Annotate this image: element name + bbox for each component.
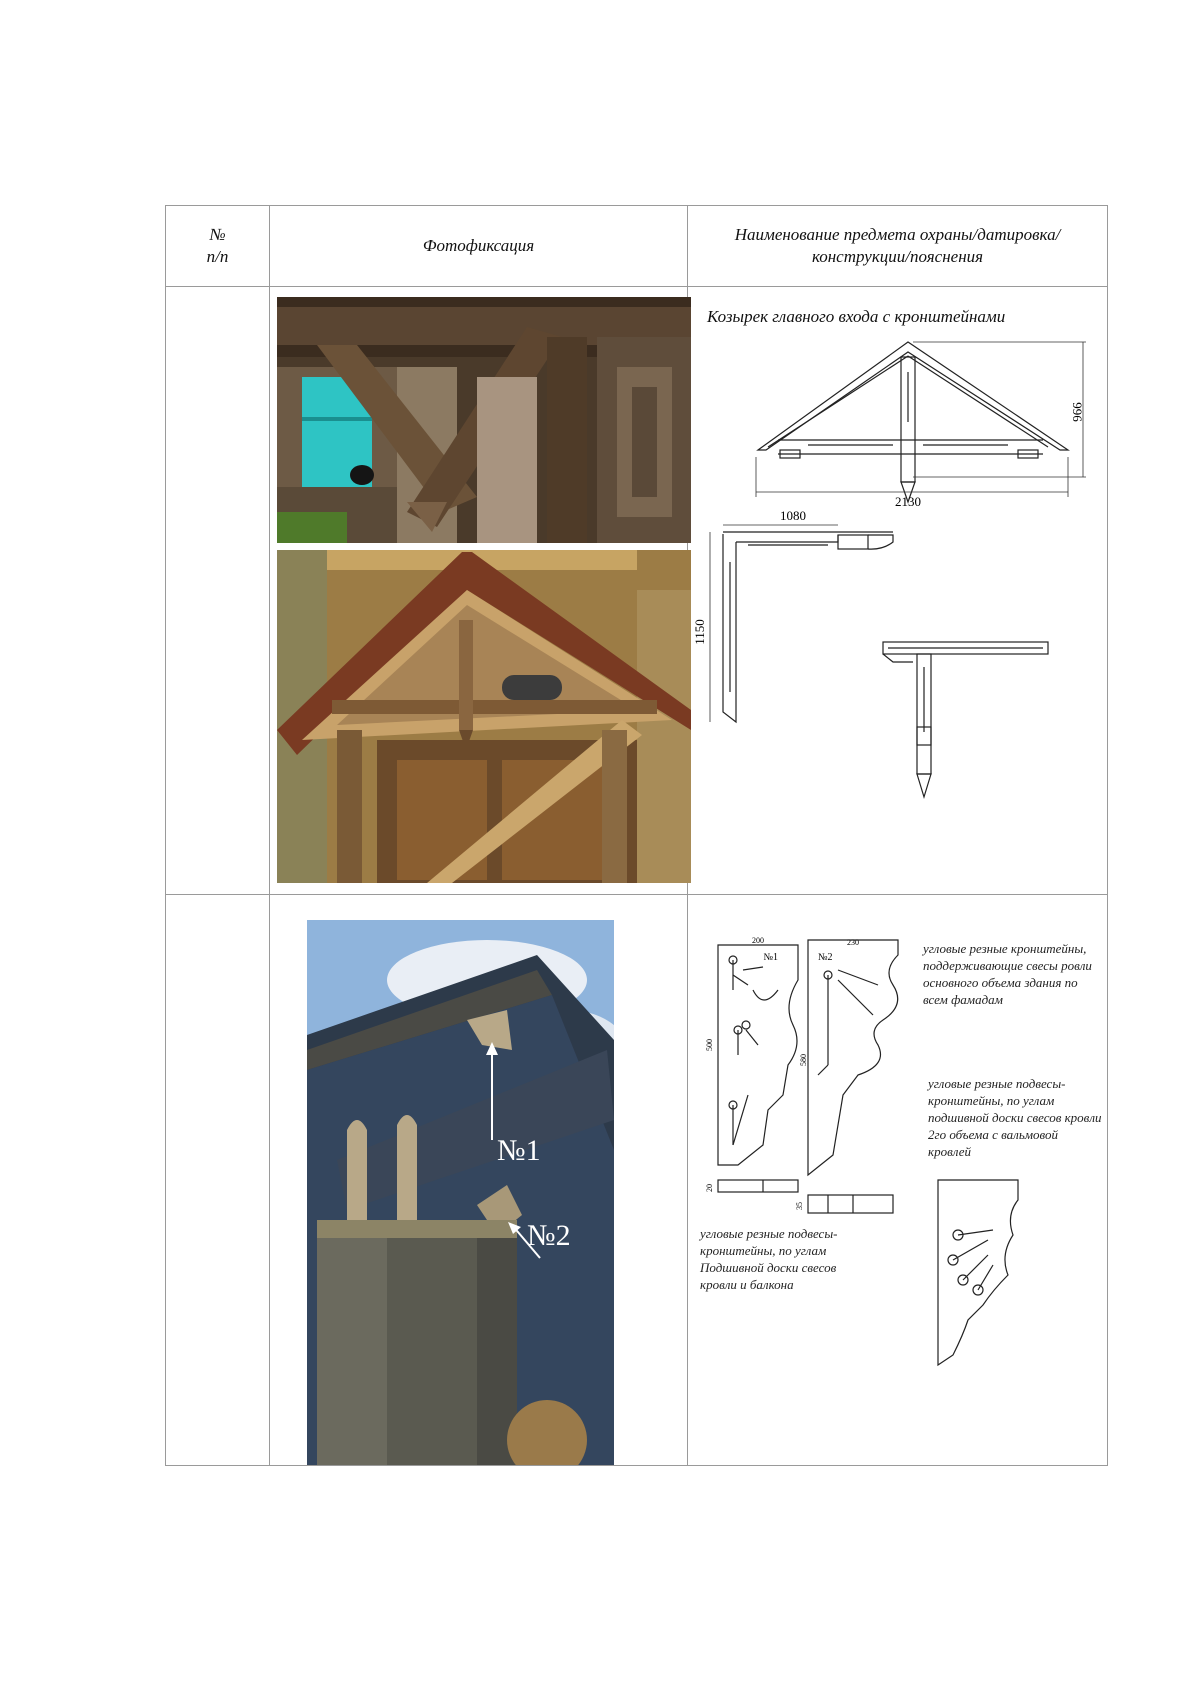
row-description-cell	[688, 895, 1108, 1466]
row-photo-cell	[270, 287, 688, 895]
header-description-line1: Наименование предмета охраны/датировка/	[734, 225, 1061, 244]
drawing-dim-580: 580	[799, 1054, 808, 1066]
note-corner-brackets: угловые резные кронштейны, поддерживающие свесы ровли основного объема здания по всем фамадам	[923, 941, 1092, 1007]
drawing-dim-35: 35	[795, 1202, 804, 1210]
photo-label-2: №2	[527, 1219, 571, 1252]
row-number-cell	[166, 287, 270, 895]
porch-canopy-photo	[277, 550, 691, 883]
drawing-dim-20: 20	[705, 1184, 714, 1192]
note-second-volume: угловые резные подвесы-кронштейны, по углам подшивной доски свесов кровли 2го объема с вальмовой кровлей	[928, 1076, 1102, 1159]
dim-bracket-width-1080: 1080	[780, 508, 806, 523]
row-description-cell	[688, 287, 1108, 895]
drawing-label-1: №1	[763, 952, 778, 963]
row-number-cell	[166, 895, 270, 1466]
protection-table	[165, 205, 1108, 1466]
header-photo: Фотофиксация	[270, 206, 688, 287]
corner-eaves-photo	[307, 920, 614, 1465]
table-row	[166, 287, 1108, 895]
canopy-drawing	[688, 332, 1108, 892]
header-description	[688, 206, 1108, 287]
table-row	[166, 895, 1108, 1466]
drawing-dim-500: 500	[705, 1039, 714, 1051]
header-number-symbol: №	[209, 225, 226, 244]
item-caption: Козырек главного входа с кронштейнами	[707, 307, 1006, 326]
header-description-line2: конструкции/пояснения	[811, 247, 984, 266]
header-number-abbr: п/п	[206, 247, 229, 266]
row-photo-cell	[270, 895, 688, 1466]
dim-height-996: 996	[1070, 402, 1085, 422]
drawing-dim-200: 200	[752, 936, 764, 945]
dim-width-2130: 2130	[895, 494, 921, 509]
dim-bracket-height-1150: 1150	[692, 619, 707, 645]
note-balcony: угловые резные подвесы-кронштейны, по углам Подшивной доски свесов кровли и балкона	[700, 1226, 838, 1292]
drawing-dim-230: 230	[847, 938, 859, 947]
header-number	[166, 206, 270, 287]
porch-beams-photo	[277, 297, 691, 543]
photo-label-1: №1	[497, 1134, 541, 1167]
drawing-label-2: №2	[818, 952, 833, 963]
